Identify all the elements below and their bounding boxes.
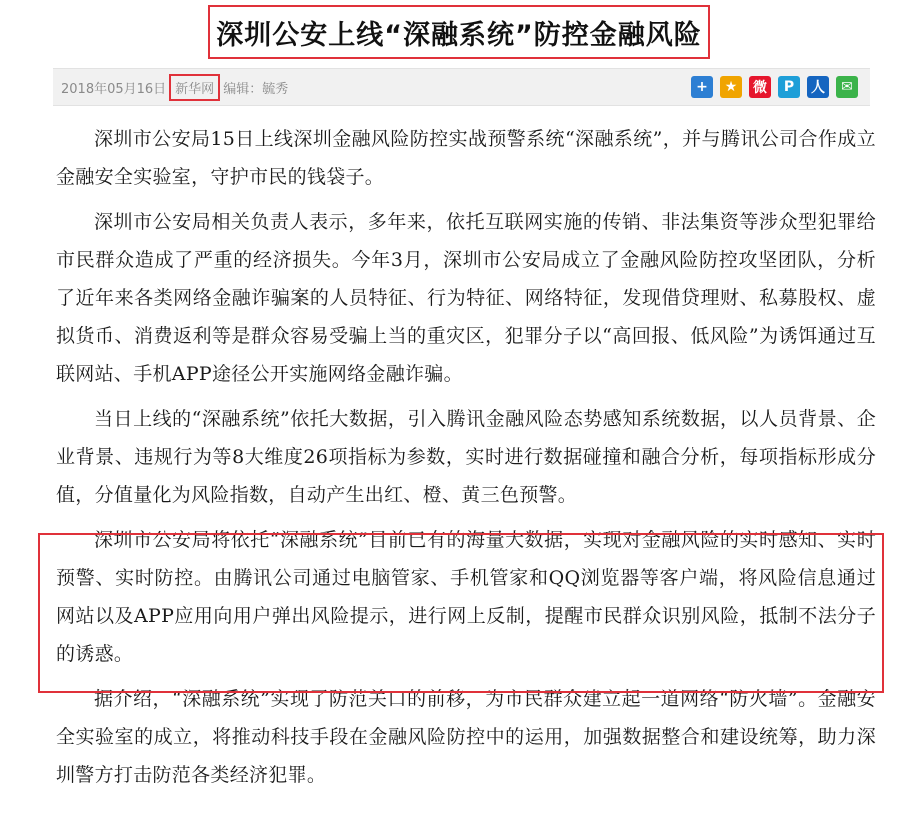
plus-share-icon[interactable]: + bbox=[691, 76, 713, 98]
paragraph-4: 深圳市公安局将依托“深融系统”目前已有的海量大数据，实现对金融风险的实时感知、实时预警、实时防控。由腾讯公司通过电脑管家、手机管家和QQ浏览器等客户端，将风险信息通过网站以及APP应用向用户弹出风险提示，进行网上反制，提醒市民群众识别风险，抵制不法分子的诱惑。 bbox=[56, 529, 876, 665]
paragraph-2: 深圳市公安局相关负责人表示，多年来，依托互联网实施的传销、非法集资等涉众型犯罪给市民群众造成了严重的经济损失。今年3月，深圳市公安局成立了金融风险防控攻坚团队，分析了近年来各类网络金融诈骗案的人员特征、行为特征、网络特征，发现借贷理财、私募股权、虚拟货币、消费返利等是群众容易受骗上当的重灾区，犯罪分子以“高回报、低风险”为诱饵通过互联网站、手机APP途径公开实施网络金融诈骗。 bbox=[56, 211, 876, 385]
wechat-icon[interactable]: ✉ bbox=[836, 76, 858, 98]
article-meta bbox=[61, 69, 288, 105]
source-link[interactable]: 新华网 bbox=[169, 74, 220, 101]
tencent-weibo-icon[interactable]: P bbox=[778, 76, 800, 98]
paragraph-highlight-box bbox=[38, 533, 884, 693]
publish-date: 2018年05月16日 bbox=[61, 81, 167, 97]
title-highlight-box bbox=[208, 5, 710, 59]
article-body bbox=[56, 120, 876, 801]
weibo-icon[interactable]: 微 bbox=[749, 76, 771, 98]
paragraph-5: 据介绍，“深融系统”实现了防范关口的前移，为市民群众建立起一道网络“防火墙”。金融安全实验室的成立，将推动科技手段在金融风险防控中的运用，加强数据整合和建设统筹，助力深圳警方打击防范各类经济犯罪。 bbox=[56, 688, 876, 786]
editor-name: 编辑：毓秀 bbox=[223, 81, 289, 97]
article-meta-bar bbox=[53, 68, 870, 106]
paragraph-1: 深圳市公安局15日上线深圳金融风险防控实战预警系统“深融系统”，并与腾讯公司合作成立金融安全实验室，守护市民的钱袋子。 bbox=[56, 128, 876, 188]
share-toolbar bbox=[691, 76, 858, 98]
renren-icon[interactable]: 人 bbox=[807, 76, 829, 98]
qzone-icon[interactable]: ★ bbox=[720, 76, 742, 98]
article-title: 深圳公安上线“深融系统”防控金融风险 bbox=[216, 19, 702, 51]
paragraph-3: 当日上线的“深融系统”依托大数据，引入腾讯金融风险态势感知系统数据，以人员背景、企业背景、违规行为等8大维度26项指标为参数，实时进行数据碰撞和融合分析，每项指标形成分值，分值量化为风险指数，自动产生出红、橙、黄三色预警。 bbox=[56, 408, 876, 506]
